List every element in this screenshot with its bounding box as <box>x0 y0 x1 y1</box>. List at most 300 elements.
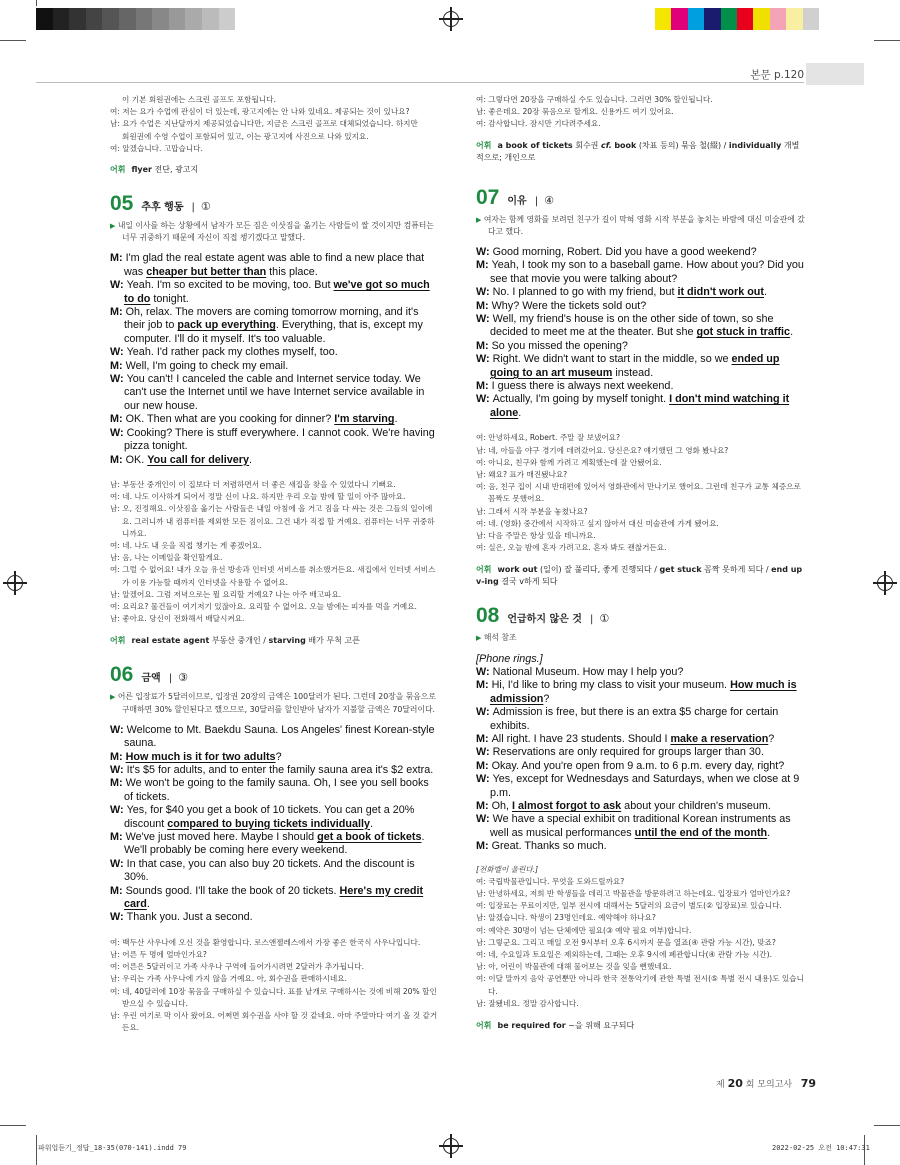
vocab-word: a book of tickets <box>497 140 573 150</box>
dialogue-text: tonight. <box>150 292 189 305</box>
speaker-label: W: <box>110 763 127 776</box>
dialogue-text: OK. Then what are you cooking for dinner? <box>125 413 335 426</box>
translation-08 <box>476 864 806 1010</box>
translation-line: 여: 네. 나도 이사하게 되어서 정말 신이 나요. 하지만 우리 오늘 밤에 할 일이 아주 많아요. <box>110 492 406 502</box>
translation-06 <box>110 937 440 1035</box>
crop-mark <box>874 1125 900 1126</box>
speaker-label: W: <box>476 746 493 759</box>
dialogue-line <box>476 393 806 420</box>
speaker-label: W: <box>110 723 127 736</box>
dialogue-line <box>476 813 806 840</box>
vocab-meaning: 전단, 광고지 <box>154 165 199 175</box>
calibration-swatch <box>152 8 169 30</box>
dialogue-line <box>110 252 440 279</box>
key-phrase: I almost forgot to ask <box>512 800 622 812</box>
dialogue-text: . <box>370 817 373 830</box>
calibration-swatch <box>136 8 153 30</box>
vocab-word: book <box>614 140 637 150</box>
section-08-heading <box>476 604 806 628</box>
key-phrase: ended up going to an art museum <box>490 353 780 379</box>
translation-line: 여: 네, 수요일과 토요일은 제외하는데, 그때는 오후 9시에 폐관합니다(④ 관람 가능 시간). <box>476 950 772 960</box>
dialogue-text: Why? Were the tickets sold out? <box>491 299 647 312</box>
dialogue-line <box>110 427 440 454</box>
calibration-swatch <box>655 8 671 30</box>
translation-line: 남: 알겠습니다. 학생이 23명인데요. 예약해야 하나요? <box>476 913 656 923</box>
crop-mark <box>36 1135 37 1165</box>
page-footer <box>716 1077 816 1090</box>
dialogue-text: Actually, I'm going by myself tonight. <box>492 393 670 406</box>
vocab-word: individually <box>728 140 782 150</box>
question-type: 금액 <box>141 673 161 685</box>
dialogue-text: Welcome to Mt. Baekdu Sauna. Los Angeles' finest Korean-style sauna. <box>124 723 435 750</box>
question-number: 07 <box>476 185 500 209</box>
key-phrase: until the end of the month <box>634 826 768 839</box>
vocab-cf: cf. <box>600 140 612 150</box>
dialogue-text: . <box>249 453 253 466</box>
dialogue-line <box>110 777 440 804</box>
vocab-label: 어휘 <box>110 636 126 646</box>
speaker-label: M: <box>476 679 492 692</box>
dialogue-text: Admission is free, but there is an extra $5 charge for certain exhibits. <box>490 706 779 732</box>
key-phrase: cheaper but better than <box>146 265 267 278</box>
separator: | <box>589 614 594 626</box>
dialogue-text: I'm glad the real estate agent was able to find a new place that was <box>124 252 425 278</box>
dialogue-line <box>476 679 806 706</box>
grayscale-calibration-bar <box>36 8 235 30</box>
translation-line: 남: 우리는 가족 사우나에 가지 않을 거예요. 아, 회수권을 판매하시네요. <box>110 974 347 984</box>
speaker-label: W: <box>110 804 127 817</box>
calibration-swatch <box>737 8 753 30</box>
dialogue-text: It's $5 for adults, and to enter the family sauna area it's $2 extra. <box>126 763 434 776</box>
speaker-label: M: <box>110 252 126 265</box>
stage-direction: [전화벨이 울린다.] <box>476 864 539 874</box>
key-phrase: make a reservation <box>670 732 769 745</box>
dialogue-text: Great. Thanks so much. <box>491 840 607 853</box>
translation-line: 남: 아, 어린이 박물관에 대해 물어보는 것을 잊을 뻔했네요. <box>476 962 672 972</box>
dialogue-text: In that case, you can also buy 20 tickets. And the discount is 30%. <box>124 857 415 884</box>
crop-mark <box>874 40 900 41</box>
dialogue-line <box>110 751 440 764</box>
speaker-label: M: <box>110 831 126 844</box>
calibration-swatch <box>119 8 136 30</box>
page-reference: 본문 p.120 <box>750 69 804 81</box>
vocab-label: 어휘 <box>476 565 492 575</box>
speaker-label: M: <box>110 359 126 372</box>
dialogue-08 <box>476 653 806 854</box>
vocab-label: 어휘 <box>476 1021 492 1031</box>
print-slug-file: 파워업듣기_정답_18-35(070-141).indd 79 <box>38 1144 187 1152</box>
speaker-label: W: <box>110 911 127 924</box>
right-column <box>476 94 806 1032</box>
dialogue-text: . <box>394 413 398 426</box>
registration-mark-bottom <box>443 1138 459 1154</box>
dialogue-text: ? <box>768 732 775 745</box>
translation-line: 여: 이달 말까지 음악 공연뿐만 아니라 한국 전통악기에 관한 특별 전시(⑤ 특별 전시 내용)도 있습니다. <box>476 974 804 996</box>
speaker-label: W: <box>110 279 127 292</box>
translation-line: 남: 좋은데요. 20장 묶음으로 할게요. 신용카드 여기 있어요. <box>476 107 674 117</box>
translation-line: 여: 네. (영화) 중간에서 시작하고 싶지 않아서 대신 미술관에 가게 됐어요. <box>476 518 719 528</box>
dialogue-line <box>110 279 440 306</box>
triangle-icon: ▶ <box>476 634 482 643</box>
dialogue-line <box>110 804 440 831</box>
explanation-05 <box>110 220 440 244</box>
dialogue-line <box>110 413 440 426</box>
speaker-label: W: <box>110 857 127 870</box>
section-05-heading <box>110 192 440 216</box>
translation-line: 여: 알겠습니다. 고맙습니다. <box>110 143 203 153</box>
speaker-label: M: <box>110 306 126 319</box>
vocab-meaning: ~을 위해 요구되다 <box>568 1021 635 1031</box>
key-phrase: we've got so much to do <box>124 279 430 305</box>
dialogue-text: Well, I'm going to check my email. <box>125 359 289 372</box>
header-rule <box>36 82 804 83</box>
dialogue-text: . <box>790 326 794 339</box>
dialogue-text: . <box>763 286 767 299</box>
translation-line: 남: 오, 진정해요. 이삿짐을 옮기는 사람들은 내일 아침에 올 거고 짐을 다 싸는 것은 그들의 일이에요. 그러니까 내 컴퓨터를 제외한 모든 짐이요. 그건 내가 직접 할 거예요. 컴퓨터는 너무 귀중하니까요. <box>110 504 435 538</box>
calibration-swatch <box>803 8 819 30</box>
section-07-heading <box>476 186 806 210</box>
translation-line: 남: 안녕하세요, 저희 반 학생들을 데리고 박물관을 방문하려고 하는데요. 입장료가 얼마인가요? <box>476 889 791 899</box>
dialogue-text: Sounds good. I'll take the book of 20 tickets. <box>125 884 340 897</box>
dialogue-line <box>110 858 440 885</box>
page-number: 79 <box>800 1077 817 1090</box>
dialogue-text: Okay. And you're open from 9 a.m. to 6 p.m. every day, right? <box>491 759 785 772</box>
dialogue-text: Right. We didn't want to start in the middle, so we <box>492 353 732 366</box>
translation-line: 여: 실은, 오늘 밤에 혼자 가려고요. 혼자 봐도 괜찮거든요. <box>476 543 667 553</box>
key-phrase: I'm starving <box>334 413 395 426</box>
translation-line: 이 기본 회원권에는 스크린 골프도 포함됩니다. <box>122 95 276 104</box>
speaker-label: W: <box>476 353 493 366</box>
dialogue-text: Yes, for $40 you get a book of 10 tickets. You can get a 20% discount <box>124 804 415 830</box>
dialogue-text: You can't! I canceled the cable and Internet service today. We can't use the Internet until we have Internet service available in our new house. <box>124 373 425 412</box>
vocabulary-08 <box>476 1020 806 1032</box>
question-type: 추후 행동 <box>141 202 184 214</box>
explanation-text: 어른 입장료가 5달러이므로, 입장권 20장의 금액은 100달러가 된다. 그런데 20장을 묶음으로 구매하면 30% 할인된다고 했으므로, 30달러를 할인받아 남자가 지불할 금액은 70달러이다. <box>117 692 436 714</box>
dialogue-line <box>476 353 806 380</box>
translation-line: 여: 어른은 5달러이고 가족 사우나 구역에 들어가시려면 2달러가 추가됩니다. <box>110 962 365 972</box>
triangle-icon: ▶ <box>476 215 482 224</box>
dialogue-text: Yeah. I'm so excited to be moving, too. But <box>126 279 334 292</box>
key-phrase: compared to buying tickets individually <box>167 817 370 830</box>
vocab-meaning: 부동산 중개인 / <box>211 636 266 646</box>
registration-mark-right <box>877 575 893 591</box>
dialogue-text: All right. I have 23 students. Should I <box>491 732 671 745</box>
dialogue-line <box>476 380 806 393</box>
crop-mark <box>0 40 26 41</box>
question-number: 06 <box>110 663 134 687</box>
dialogue-text: Hi, I'd like to bring my class to visit your museum. <box>491 679 731 692</box>
translation-line: 남: 왜요? 표가 매진됐나요? <box>476 469 568 479</box>
translation-line: 남: 그래서 시작 부분을 놓쳤나요? <box>476 506 588 516</box>
separator: | <box>191 202 195 214</box>
speaker-label: M: <box>476 800 492 812</box>
dialogue-07 <box>476 246 806 420</box>
speaker-label: M: <box>476 732 492 745</box>
calibration-swatch <box>185 8 202 30</box>
print-slug-date: 2022-02-25 오전 10:47:31 <box>772 1144 870 1152</box>
dialogue-text: . <box>767 826 771 839</box>
dialogue-line <box>476 286 806 299</box>
translation-line: 여: 감사합니다. 잠시만 기다려주세요. <box>476 119 601 129</box>
translation-line: 남: 다음 주말은 항상 있을 테니까요. <box>476 530 596 540</box>
speaker-label: M: <box>110 884 126 897</box>
dialogue-text: Cooking? There is stuff everywhere. I cannot cook. We're having pizza tonight. <box>124 426 435 453</box>
translation-line: 여: 예약은 30명이 넘는 단체에만 필요(③ 예약 필요 여부)합니다. <box>476 925 692 935</box>
footer-round: 20 <box>727 1077 743 1090</box>
vocabulary-06 <box>476 140 806 164</box>
vocab-meaning: 배가 무척 고픈 <box>308 636 360 646</box>
dialogue-line <box>110 454 440 467</box>
speaker-label: W: <box>476 813 493 826</box>
dialogue-line <box>476 313 806 340</box>
explanation-text: 해석 참조 <box>483 633 517 643</box>
left-column <box>110 94 440 1034</box>
speaker-label: M: <box>110 453 126 466</box>
dialogue-text: Thank you. Just a second. <box>126 911 253 924</box>
calibration-swatch <box>219 8 236 30</box>
question-type: 이유 <box>507 195 527 207</box>
speaker-label: W: <box>110 426 127 439</box>
calibration-swatch <box>721 8 737 30</box>
speaker-label: M: <box>110 750 126 763</box>
answer-number: ① <box>200 200 211 214</box>
speaker-label: M: <box>110 777 126 790</box>
dialogue-line <box>110 360 440 373</box>
triangle-icon: ▶ <box>110 693 116 702</box>
crop-mark <box>0 1125 26 1126</box>
calibration-swatch <box>770 8 786 30</box>
speaker-label: M: <box>476 299 492 312</box>
translation-line: 남: 알겠어요. 그럼 저녁으로는 뭘 요리할 거예요? 나는 아주 배고파요. <box>110 589 342 599</box>
question-number: 08 <box>476 604 500 628</box>
vocab-label: 어휘 <box>476 140 492 150</box>
speaker-label: M: <box>476 759 492 772</box>
question-type: 언급하지 않은 것 <box>507 614 582 626</box>
dialogue-text: Oh, relax. The movers are coming tomorrow morning, and it's their job to <box>124 306 419 332</box>
dialogue-line <box>110 346 440 359</box>
key-phrase: it didn't work out <box>677 286 764 299</box>
explanation-text: 여자는 함께 영화를 보려던 친구가 길이 막혀 영화 시작 부분을 놓치는 바람에 대신 미술관에 갔다고 했다. <box>483 214 805 236</box>
translation-line: 남: 그렇군요. 그리고 매일 오전 9시부터 오후 6시까지 문을 열죠(④ 관람 가능 시간), 맞죠? <box>476 937 776 947</box>
section-06-heading <box>110 663 440 687</box>
speaker-label: M: <box>476 339 492 352</box>
speaker-label: W: <box>476 773 493 786</box>
speaker-label: M: <box>476 259 492 272</box>
key-phrase: Here's my credit card <box>124 884 424 911</box>
speaker-label: W: <box>476 706 493 719</box>
speaker-label: W: <box>476 286 493 299</box>
dialogue-line <box>476 733 806 746</box>
dialogue-text: So you missed the opening? <box>491 339 628 352</box>
translation-line: 남: 잘됐네요. 정말 감사합니다. <box>476 998 579 1008</box>
dialogue-text: Yeah. I'd rather pack my clothes myself, too. <box>126 346 338 359</box>
dialogue-text: Good morning, Robert. Did you have a good weekend? <box>492 246 757 259</box>
calibration-swatch <box>36 8 53 30</box>
dialogue-line <box>476 746 806 759</box>
separator: | <box>534 195 539 207</box>
translation-line: 남: 좋아요. 당신이 전화해서 배달시켜요. <box>110 614 245 624</box>
dialogue-06 <box>110 724 440 925</box>
calibration-swatch <box>671 8 687 30</box>
answer-number: ④ <box>544 193 554 207</box>
dialogue-line <box>476 300 806 313</box>
calibration-swatch <box>102 8 119 30</box>
dialogue-text: about your children's museum. <box>621 800 771 812</box>
stage-direction: [Phone rings.] <box>476 652 543 665</box>
speaker-label: W: <box>476 313 493 326</box>
translation-line: 여: 음, 친구 집이 시내 반대편에 있어서 영화관에서 만나기로 했어요. 그런데 친구가 교통 체증으로 꼼짝도 못했어요. <box>476 482 801 504</box>
calibration-swatch <box>704 8 720 30</box>
calibration-swatch <box>688 8 704 30</box>
dialogue-text: . <box>518 406 522 419</box>
translation-line: 회원권에 수영 수업이 포함되어 있고, 이는 광고지에 사진으로 나와 있지요. <box>122 131 369 141</box>
dialogue-text: . Everything, that is, except my computer. I'll do it myself. It's too valuable. <box>124 319 423 345</box>
dialogue-line <box>110 885 440 912</box>
explanation-07 <box>476 214 806 238</box>
vocab-meaning: 결국 v하게 되다 <box>501 577 558 587</box>
vocab-meaning: (일이) 잘 풀리다, 좋게 진행되다 / <box>539 565 657 575</box>
explanation-06 <box>110 691 440 715</box>
key-phrase: I don't mind watching it alone <box>490 393 790 419</box>
vocab-word: real estate agent <box>131 636 210 646</box>
vocab-meaning: 회수권 <box>575 140 599 150</box>
vocab-word: flyer <box>131 165 152 175</box>
dialogue-text: I guess there is always next weekend. <box>491 380 674 393</box>
translation-line: 여: 네, 40달러에 10장 묶음을 구매하실 수 있습니다. 표를 낱개로 구매하시는 것에 비해 20% 할인받으실 수 있습니다. <box>110 986 437 1008</box>
vocab-word: end up v-ing <box>476 565 803 587</box>
vocab-word: get stuck <box>659 565 702 575</box>
speaker-label: W: <box>110 373 127 386</box>
key-phrase: pack up everything <box>177 319 276 332</box>
speaker-label: W: <box>476 246 493 259</box>
speaker-label: M: <box>476 840 492 853</box>
translation-line: 남: 어른 두 명에 얼마인가요? <box>110 950 207 960</box>
calibration-swatch <box>169 8 186 30</box>
dialogue-text: Oh, <box>491 800 512 812</box>
translation-line: 여: 아니요, 친구와 함께 가려고 계획했는데 잘 안됐어요. <box>476 457 662 467</box>
dialogue-line <box>110 831 440 858</box>
key-phrase: got stuck in traffic <box>696 326 791 339</box>
dialogue-line <box>476 760 806 773</box>
dialogue-text: ? <box>275 750 282 763</box>
separator: | <box>168 673 173 685</box>
explanation-text: 내일 이사를 하는 상황에서 남자가 모든 짐은 이삿짐을 옮기는 사람들이 쌀 것이지만 컴퓨터는 너무 귀중하기 때문에 자신이 직접 챙기겠다고 말했다. <box>117 221 434 243</box>
calibration-swatch <box>53 8 70 30</box>
dialogue-text: We've just moved here. Maybe I should <box>125 831 318 844</box>
dialogue-line <box>476 706 806 733</box>
key-phrase: How much is it for two adults <box>125 750 276 763</box>
dialogue-text: OK. <box>125 453 148 466</box>
dialogue-line <box>476 800 806 813</box>
registration-mark-left <box>7 575 23 591</box>
translation-line: 여: 국립박물관입니다. 무엇을 도와드릴까요? <box>476 876 625 886</box>
footer-suffix: 회 모의고사 <box>745 1080 793 1090</box>
color-calibration-bar <box>655 8 819 30</box>
footer-prefix: 제 <box>716 1080 725 1090</box>
question-number: 05 <box>110 192 134 216</box>
speaker-label: M: <box>110 413 126 426</box>
dialogue-05 <box>110 252 440 467</box>
speaker-label: W: <box>476 665 493 678</box>
dialogue-text: . We'll probably be coming here every weekend. <box>124 831 425 857</box>
dialogue-text: Yeah, I took my son to a baseball game. How about you? Did you see that movie you were talking about? <box>490 259 804 285</box>
key-phrase: get a book of tickets <box>317 831 422 844</box>
key-phrase: How much is admission <box>490 679 797 705</box>
header-tab <box>806 63 864 85</box>
dialogue-line <box>110 373 440 413</box>
speaker-label: W: <box>476 393 493 406</box>
translation-line: 여: 요리요? 물건들이 여기저기 있잖아요. 요리할 수 없어요. 오늘 밤에는 피자를 먹을 거예요. <box>110 601 417 611</box>
vocab-word: be required for <box>497 1021 566 1031</box>
dialogue-line <box>110 306 440 346</box>
vocabulary-04 <box>110 164 440 176</box>
speaker-label: M: <box>476 380 492 393</box>
vocab-label: 어휘 <box>110 165 126 175</box>
answer-number: ① <box>599 612 610 626</box>
triangle-icon: ▶ <box>110 222 116 231</box>
vocabulary-05 <box>110 635 440 647</box>
vocab-meaning: 개별적으로; 개인으로 <box>476 140 800 162</box>
vocabulary-07 <box>476 564 806 588</box>
dialogue-text: Well, my friend's house is on the other side of town, so she decided to meet me at the theater. But she <box>490 313 774 339</box>
dialogue-text: . <box>146 898 150 911</box>
vocab-word: work out <box>497 565 538 575</box>
dialogue-line <box>476 773 806 800</box>
dialogue-text: No. I planned to go with my friend, but <box>492 286 678 299</box>
continued-translation <box>110 94 440 155</box>
dialogue-line <box>476 340 806 353</box>
translation-line: 여: 그럴 수 없어요! 내가 오늘 유선 방송과 인터넷 서비스를 취소했거든요. 새집에서 인터넷 서비스가 이용 가능할 때까지 인터넷을 사용할 수 없어요. <box>110 565 436 587</box>
vocab-word: starving <box>268 636 306 646</box>
translation-07 <box>476 432 806 554</box>
dialogue-line <box>476 259 806 286</box>
vocab-meaning: 꼼짝 못하게 되다 / <box>704 565 769 575</box>
translation-line: 남: 부동산 중개인이 이 집보다 더 저렴하면서 더 좋은 새집을 찾을 수 있었다니 기뻐요. <box>110 479 396 489</box>
calibration-swatch <box>202 8 219 30</box>
explanation-08 <box>476 632 806 644</box>
translation-line: 여: 안녕하세요, Robert. 주말 잘 보냈어요? <box>476 433 621 443</box>
translation-line: 여: 백두산 사우나에 오신 것을 환영합니다. 로스앤젤레스에서 가장 좋은 한국식 사우나입니다. <box>110 937 421 947</box>
translation-line: 남: 요가 수업은 지난달까지 제공되었습니다만, 지금은 스크린 골프로 대체되었습니다. 하지만 <box>110 119 418 129</box>
dialogue-text: this place. <box>266 265 318 278</box>
crop-mark <box>36 0 37 6</box>
dialogue-line <box>476 840 806 853</box>
speaker-label: W: <box>110 346 127 359</box>
registration-mark-top <box>443 11 459 27</box>
calibration-swatch <box>69 8 86 30</box>
vocab-meaning: (차표 등의) 묶음 철(綴) / <box>638 140 727 150</box>
dialogue-line <box>476 666 806 679</box>
dialogue-line <box>110 724 440 751</box>
calibration-swatch <box>786 8 802 30</box>
translation-line: 여: 저는 요가 수업에 관심이 더 있는데, 광고지에는 안 나와 있네요. 제공되는 것이 있나요? <box>110 107 410 117</box>
translation-line: 여: 네. 나도 내 옷을 직접 챙기는 게 좋겠어요. <box>110 540 262 550</box>
dialogue-text: National Museum. How may I help you? <box>492 665 684 678</box>
translation-line: 여: 입장료는 무료이지만, 일부 전시에 대해서는 5달러의 요금이 별도(② 입장료)로 있습니다. <box>476 901 782 911</box>
answer-number: ③ <box>178 671 188 685</box>
dialogue-text: instead. <box>612 366 654 379</box>
dialogue-text: ? <box>543 692 550 705</box>
translation-line: 남: 우린 여기로 막 이사 왔어요. 어쩌면 회수권을 사야 할 것 같네요. 아마 주말마다 여기 올 것 같거든요. <box>110 1011 438 1033</box>
continued-translation <box>476 94 806 131</box>
dialogue-line <box>476 246 806 259</box>
key-phrase: You call for delivery <box>147 453 250 466</box>
translation-05 <box>110 479 440 625</box>
dialogue-line <box>110 911 440 924</box>
translation-line: 남: 네, 아들을 야구 경기에 데려갔어요. 당신은요? 얘기했던 그 영화 봤나요? <box>476 445 729 455</box>
dialogue-text: Yes, except for Wednesdays and Saturdays, when we close at 9 p.m. <box>490 773 800 799</box>
calibration-swatch <box>753 8 769 30</box>
